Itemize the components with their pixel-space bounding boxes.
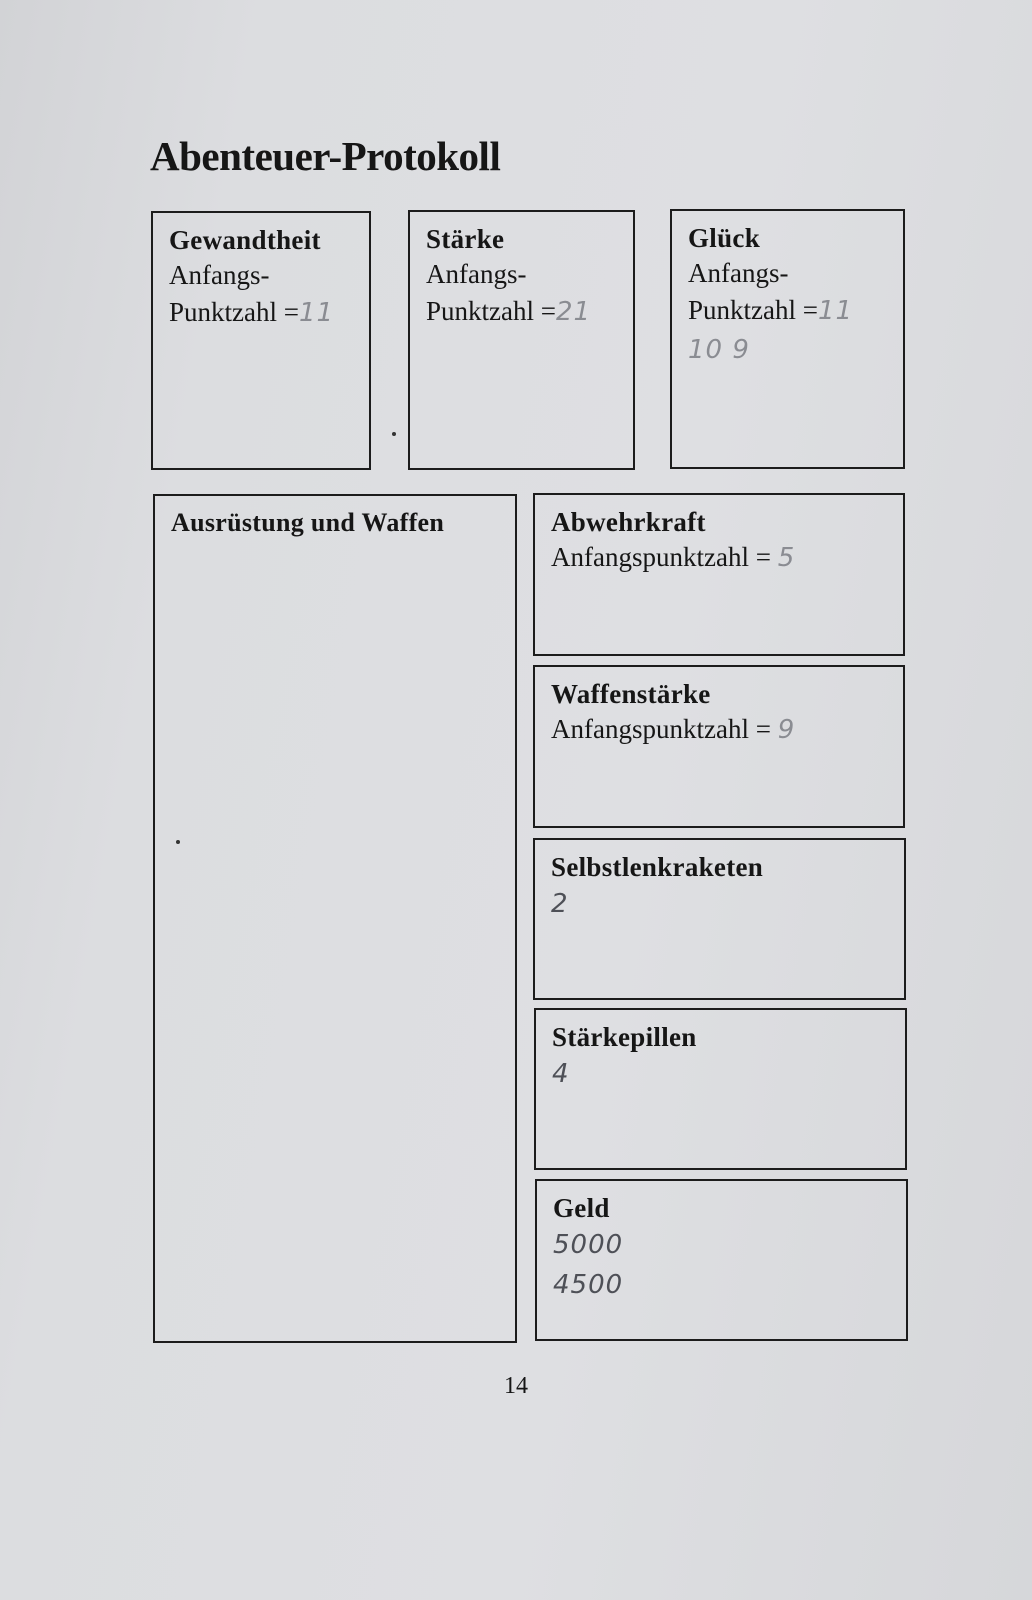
selbstlenkraketen-value: 2 — [551, 889, 569, 919]
waffenstaerke-value: 9 — [777, 715, 796, 745]
waffenstaerke-box — [533, 665, 905, 828]
gewandtheit-line2: Punktzahl = — [169, 297, 299, 327]
staerkepillen-value: 4 — [552, 1059, 570, 1089]
selbstlenkraketen-label: Selbstlenkraketen — [551, 852, 764, 882]
gewandtheit-label: Gewandtheit — [169, 225, 321, 255]
gewandtheit-value: 11 — [298, 298, 335, 328]
staerkepillen-label: Stärkepillen — [552, 1022, 697, 1052]
ausruestung-label: Ausrüstung und Waffen — [171, 508, 445, 537]
abwehrkraft-box — [533, 493, 905, 656]
waffenstaerke-label: Waffenstärke — [551, 679, 711, 709]
geld-value-2: 4500 — [553, 1270, 624, 1300]
abwehrkraft-line: Anfangspunktzahl = — [551, 542, 771, 572]
glueck-notes: 10 9 — [688, 335, 750, 365]
staerke-label: Stärke — [426, 224, 505, 254]
glueck-box — [670, 209, 905, 469]
glueck-value: 11 — [817, 296, 854, 326]
geld-box — [535, 1179, 908, 1341]
geld-label: Geld — [553, 1193, 610, 1223]
geld-value-1: 5000 — [553, 1230, 624, 1260]
gewandtheit-line1: Anfangs- — [169, 260, 270, 290]
waffenstaerke-line: Anfangspunktzahl = — [551, 714, 771, 744]
abwehrkraft-label: Abwehrkraft — [551, 507, 706, 537]
staerke-line2: Punktzahl = — [426, 296, 556, 326]
staerke-value: 21 — [555, 297, 592, 327]
staerke-box — [408, 210, 635, 470]
ausruestung-box — [153, 494, 517, 1343]
staerke-line1: Anfangs- — [426, 259, 527, 289]
gewandtheit-box — [151, 211, 371, 470]
staerkepillen-box — [534, 1008, 907, 1170]
abwehrkraft-value: 5 — [777, 543, 796, 573]
glueck-label: Glück — [688, 223, 761, 253]
page-title: Abenteuer-Protokoll — [150, 133, 501, 179]
page-number: 14 — [504, 1373, 528, 1399]
speck-dot — [392, 432, 396, 436]
glueck-line2: Punktzahl = — [688, 295, 818, 325]
speck-dot-2 — [176, 840, 180, 844]
glueck-line1: Anfangs- — [688, 258, 789, 288]
selbstlenkraketen-box — [533, 838, 906, 1000]
